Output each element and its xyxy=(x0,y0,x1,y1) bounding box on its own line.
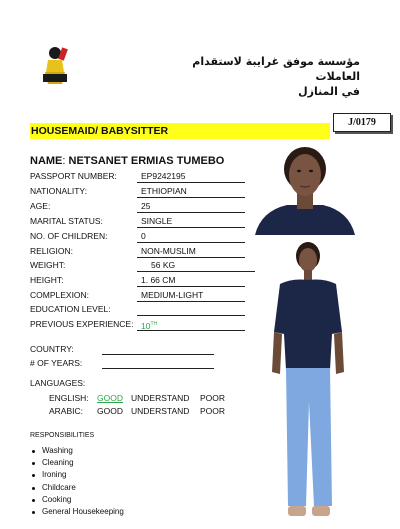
country-label: COUNTRY: xyxy=(30,344,74,354)
field-value: 56 KG xyxy=(137,258,255,272)
level-understand: UNDERSTAND xyxy=(131,406,190,416)
field-value: NON-MUSLIM xyxy=(137,244,245,258)
field-value: 0 xyxy=(137,229,245,243)
level-good: GOOD xyxy=(97,406,123,416)
field-passport-number xyxy=(30,169,220,183)
field-label: PASSPORT NUMBER: xyxy=(30,171,117,181)
list-item: Childcare xyxy=(30,482,124,494)
field-value xyxy=(137,317,245,331)
responsibilities-label: RESPONSIBILITIES xyxy=(30,432,95,439)
level-good-selected: GOOD xyxy=(97,393,123,403)
field-value xyxy=(137,302,245,316)
field-value: MEDIUM-LIGHT xyxy=(137,288,245,302)
position-title-bar xyxy=(30,123,330,139)
experience-value-suffix: TH xyxy=(150,321,158,327)
country-underline xyxy=(102,354,214,355)
headshot-photo xyxy=(247,141,363,235)
field-education-level xyxy=(30,302,220,316)
level-poor: POOR xyxy=(200,393,226,403)
field-weight xyxy=(30,258,220,272)
list-item: Cooking xyxy=(30,494,124,506)
language-row-arabic xyxy=(49,405,225,417)
field-complexion xyxy=(30,288,220,302)
level-understand: UNDERSTAND xyxy=(131,393,190,403)
field-label: HEIGHT: xyxy=(30,275,64,285)
field-label: AGE: xyxy=(30,201,51,211)
full-body-photo xyxy=(262,240,354,524)
list-item: Ironing xyxy=(30,469,124,481)
field-label: NATIONALITY: xyxy=(30,186,87,196)
candidate-name xyxy=(30,154,224,168)
field-label: RELIGION: xyxy=(30,246,73,256)
field-age xyxy=(30,199,220,213)
level-poor: POOR xyxy=(200,406,226,416)
field-nationality xyxy=(30,184,220,198)
field-label: MARITAL STATUS: xyxy=(30,216,103,226)
field-previous-experience xyxy=(30,317,220,331)
language-name: ENGLISH: xyxy=(49,393,89,403)
field-value: 1. 66 CM xyxy=(137,273,245,287)
list-item: General Housekeeping xyxy=(30,506,124,518)
country-row xyxy=(30,343,220,357)
field-label: PREVIOUS EXPERIENCE: xyxy=(30,319,134,329)
name-separator: : xyxy=(62,155,69,167)
languages-label: LANGUAGES: xyxy=(30,378,86,388)
field-value: ETHIOPIAN xyxy=(137,184,245,198)
agency-title-line-2: في المنازل xyxy=(298,85,360,98)
experience-value: 10 xyxy=(141,320,151,331)
field-number-of-children xyxy=(30,229,220,243)
agency-title xyxy=(150,54,360,99)
years-row xyxy=(30,357,220,371)
field-label: EDUCATION LEVEL: xyxy=(30,304,111,314)
field-label: WEIGHT: xyxy=(30,260,66,270)
field-height xyxy=(30,273,220,287)
field-marital-status xyxy=(30,214,220,228)
list-item: Washing xyxy=(30,445,124,457)
responsibilities-list xyxy=(30,445,124,518)
agency-logo xyxy=(40,44,70,90)
field-value: SINGLE xyxy=(137,214,245,228)
name-value: NETSANET ERMIAS TUMEBO xyxy=(68,155,225,167)
list-item: Cleaning xyxy=(30,457,124,469)
reference-number: J/0179 xyxy=(333,113,391,132)
position-title: HOUSEMAID/ BABYSITTER xyxy=(31,125,169,137)
years-underline xyxy=(102,368,214,369)
years-label: # OF YEARS: xyxy=(30,358,83,368)
language-name: ARABIC: xyxy=(49,406,84,416)
field-label: NO. OF CHILDREN: xyxy=(30,231,108,241)
field-label: COMPLEXION: xyxy=(30,290,90,300)
field-value: EP9242195 xyxy=(137,169,245,183)
field-religion xyxy=(30,244,220,258)
language-row-english xyxy=(49,392,225,404)
name-label: NAME xyxy=(30,155,63,167)
field-value: 25 xyxy=(137,199,245,213)
agency-title-line-1: مؤسسة موفق غرايبة لاستقدام العاملات xyxy=(192,55,360,83)
